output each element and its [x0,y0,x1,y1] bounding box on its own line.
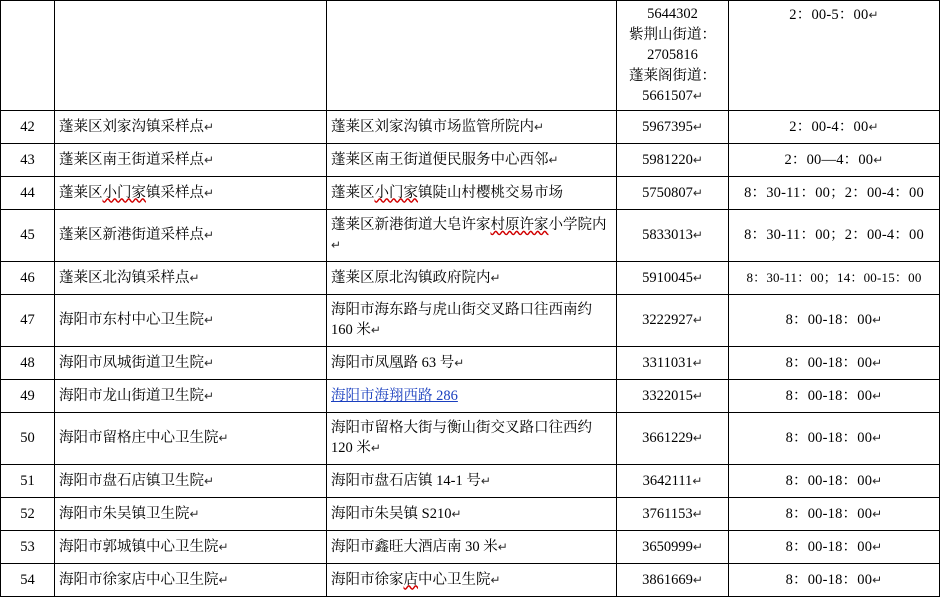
paragraph-mark-icon: ↵ [872,473,883,488]
cell-index: 44 [1,176,55,209]
paragraph-mark-icon: ↵ [370,323,381,338]
cell-address: 海阳市留格大街与衡山街交叉路口往西约 120 米↵ [327,412,617,464]
cell-site-name: 蓬莱区小门家镇采样点↵ [55,176,327,209]
cell-telephone: 5967395↵ [617,110,729,143]
paragraph-mark-icon: ↵ [204,313,215,328]
cell-address: 蓬莱区南王街道便民服务中心西邻↵ [327,143,617,176]
cell-site-name: 海阳市凤城街道卫生院↵ [55,346,327,379]
cell-index: 46 [1,261,55,294]
cell-index: 54 [1,563,55,596]
cell-address: 海阳市海东路与虎山街交叉路口往西南约 160 米↵ [327,294,617,346]
paragraph-mark-icon: ↵ [204,473,215,488]
table-row [1,346,940,379]
cell-site-name: 海阳市留格庄中心卫生院↵ [55,412,327,464]
cell-telephone: 3861669↵ [617,563,729,596]
cell-time: 8：00-18：00↵ [729,497,940,530]
cell-time: 8：30-11：00；2：00-4：00 [729,209,940,261]
cell-telephone: 3222927↵ [617,294,729,346]
cell-address: 蓬莱区刘家沟镇市场监管所院内↵ [327,110,617,143]
tel-line: 紫荆山街道： [629,26,716,43]
paragraph-mark-icon: ↵ [868,8,879,22]
paragraph-mark-icon: ↵ [451,506,462,521]
cell-telephone: 3642111↵ [617,464,729,497]
cell-address: 海阳市徐家店中心卫生院↵ [327,563,617,596]
cell-address: 海阳市鑫旺大酒店南 30 米↵ [327,530,617,563]
table-row-partial-top [1,1,940,111]
paragraph-mark-icon: ↵ [692,89,703,104]
cell-telephone: 3650999↵ [617,530,729,563]
cell-site-name: 海阳市徐家店中心卫生院↵ [55,563,327,596]
tel-line: 蓬莱阁街道： [629,67,716,84]
paragraph-mark-icon: ↵ [204,185,215,200]
cell-time: 2：00-5：00↵ [729,1,940,111]
table-row [1,176,940,209]
cell-index: 49 [1,379,55,412]
paragraph-mark-icon: ↵ [480,473,491,488]
paragraph-mark-icon: ↵ [692,355,703,370]
paragraph-mark-icon: ↵ [497,539,508,554]
cell-telephone: 5750807↵ [617,176,729,209]
cell-time: 8：00-18：00↵ [729,464,940,497]
paragraph-mark-icon: ↵ [454,355,465,370]
paragraph-mark-icon: ↵ [692,313,703,328]
highlighted-text: 小门家 [102,184,146,201]
paragraph-mark-icon: ↵ [331,238,342,253]
cell-address: 蓬莱区原北沟镇政府院内↵ [327,261,617,294]
paragraph-mark-icon: ↵ [873,152,884,167]
paragraph-mark-icon: ↵ [872,506,883,521]
paragraph-mark-icon: ↵ [490,270,501,285]
table-row [1,497,940,530]
paragraph-mark-icon: ↵ [692,431,703,446]
paragraph-mark-icon: ↵ [868,119,879,134]
paragraph-mark-icon: ↵ [189,270,200,285]
cell-time: 8：00-18：00↵ [729,294,940,346]
paragraph-mark-icon: ↵ [204,152,215,167]
cell-time: 2：00—4：00↵ [729,143,940,176]
paragraph-mark-icon: ↵ [872,572,883,587]
cell-address: 海阳市凤凰路 63 号↵ [327,346,617,379]
cell-index: 45 [1,209,55,261]
paragraph-mark-icon: ↵ [872,431,883,446]
paragraph-mark-icon: ↵ [204,119,215,134]
paragraph-mark-icon: ↵ [872,355,883,370]
cell-address: 海阳市盘石店镇 14-1 号↵ [327,464,617,497]
cell-time: 8：00-18：00↵ [729,379,940,412]
cell-site-name: 海阳市盘石店镇卫生院↵ [55,464,327,497]
table-row [1,563,940,596]
paragraph-mark-icon: ↵ [692,388,703,403]
table-row [1,379,940,412]
cell-site-name: 蓬莱区新港街道采样点↵ [55,209,327,261]
table-row [1,209,940,261]
paragraph-mark-icon: ↵ [370,441,381,456]
paragraph-mark-icon: ↵ [872,388,883,403]
cell-site-name: 蓬莱区刘家沟镇采样点↵ [55,110,327,143]
paragraph-mark-icon: ↵ [692,228,703,243]
cell-telephone: 3311031↵ [617,346,729,379]
cell-index: 52 [1,497,55,530]
cell-site-name: 海阳市郭城镇中心卫生院↵ [55,530,327,563]
cell-time: 8：30-11：00；2：00-4：00 [729,176,940,209]
highlighted-text: 店 [403,571,418,588]
paragraph-mark-icon: ↵ [692,539,703,554]
table-row [1,412,940,464]
cell-telephone: 3322015↵ [617,379,729,412]
paragraph-mark-icon: ↵ [692,506,703,521]
cell-telephone: 5910045↵ [617,261,729,294]
tel-line: 5644302 [647,6,698,22]
cell-telephone: 5981220↵ [617,143,729,176]
highlighted-text: 村原许家 [490,216,549,233]
cell-site-name: 蓬莱区南王街道采样点↵ [55,143,327,176]
table-row [1,110,940,143]
cell-address: 海阳市朱吴镇 S210↵ [327,497,617,530]
cell-site-name: 蓬莱区北沟镇采样点↵ [55,261,327,294]
table-row [1,294,940,346]
cell-index: 50 [1,412,55,464]
cell-time: 8：00-18：00↵ [729,530,940,563]
cell-site-name: 海阳市东村中心卫生院↵ [55,294,327,346]
cell-time: 8：00-18：00↵ [729,563,940,596]
cell-time: 8：30-11：00；14：00-15：00 [729,261,940,294]
cell-telephone: 5833013↵ [617,209,729,261]
cell-index [1,1,55,111]
cell-site-name [55,1,327,111]
paragraph-mark-icon: ↵ [218,431,229,446]
cell-site-name: 海阳市龙山街道卫生院↵ [55,379,327,412]
paragraph-mark-icon: ↵ [548,152,559,167]
paragraph-mark-icon: ↵ [218,572,229,587]
cell-index: 47 [1,294,55,346]
table-row [1,530,940,563]
cell-index: 42 [1,110,55,143]
cell-telephone: 3761153↵ [617,497,729,530]
paragraph-mark-icon: ↵ [692,572,703,587]
highlighted-text: 小门家 [374,184,418,201]
cell-address [327,379,617,412]
table-row [1,261,940,294]
paragraph-mark-icon: ↵ [872,313,883,328]
hyperlink-address[interactable]: 海阳市海翔西路 286 [331,387,458,404]
cell-address [327,1,617,111]
paragraph-mark-icon: ↵ [692,270,703,285]
cell-address: 蓬莱区小门家镇陡山村樱桃交易市场 [327,176,617,209]
cell-time: 2：00-4：00↵ [729,110,940,143]
paragraph-mark-icon: ↵ [204,355,215,370]
paragraph-mark-icon: ↵ [692,185,703,200]
cell-index: 53 [1,530,55,563]
cell-address: 蓬莱区新港街道大皂许家村原许家小学院内↵ [327,209,617,261]
paragraph-mark-icon: ↵ [692,473,703,488]
paragraph-mark-icon: ↵ [490,572,501,587]
table-row [1,143,940,176]
cell-index: 51 [1,464,55,497]
paragraph-mark-icon: ↵ [692,119,703,134]
cell-telephone: 3661229↵ [617,412,729,464]
cell-time: 8：00-18：00↵ [729,346,940,379]
tel-line: 2705816 [647,47,698,64]
tel-line: 5661507↵ [642,88,703,105]
cell-site-name: 海阳市朱吴镇卫生院↵ [55,497,327,530]
cell-telephone [617,1,729,111]
paragraph-mark-icon: ↵ [204,388,215,403]
paragraph-mark-icon: ↵ [872,539,883,554]
cell-time: 8：00-18：00↵ [729,412,940,464]
paragraph-mark-icon: ↵ [189,506,200,521]
table-row [1,464,940,497]
cell-index: 43 [1,143,55,176]
paragraph-mark-icon: ↵ [218,539,229,554]
paragraph-mark-icon: ↵ [692,152,703,167]
paragraph-mark-icon: ↵ [204,228,215,243]
paragraph-mark-icon: ↵ [534,119,545,134]
cell-index: 48 [1,346,55,379]
